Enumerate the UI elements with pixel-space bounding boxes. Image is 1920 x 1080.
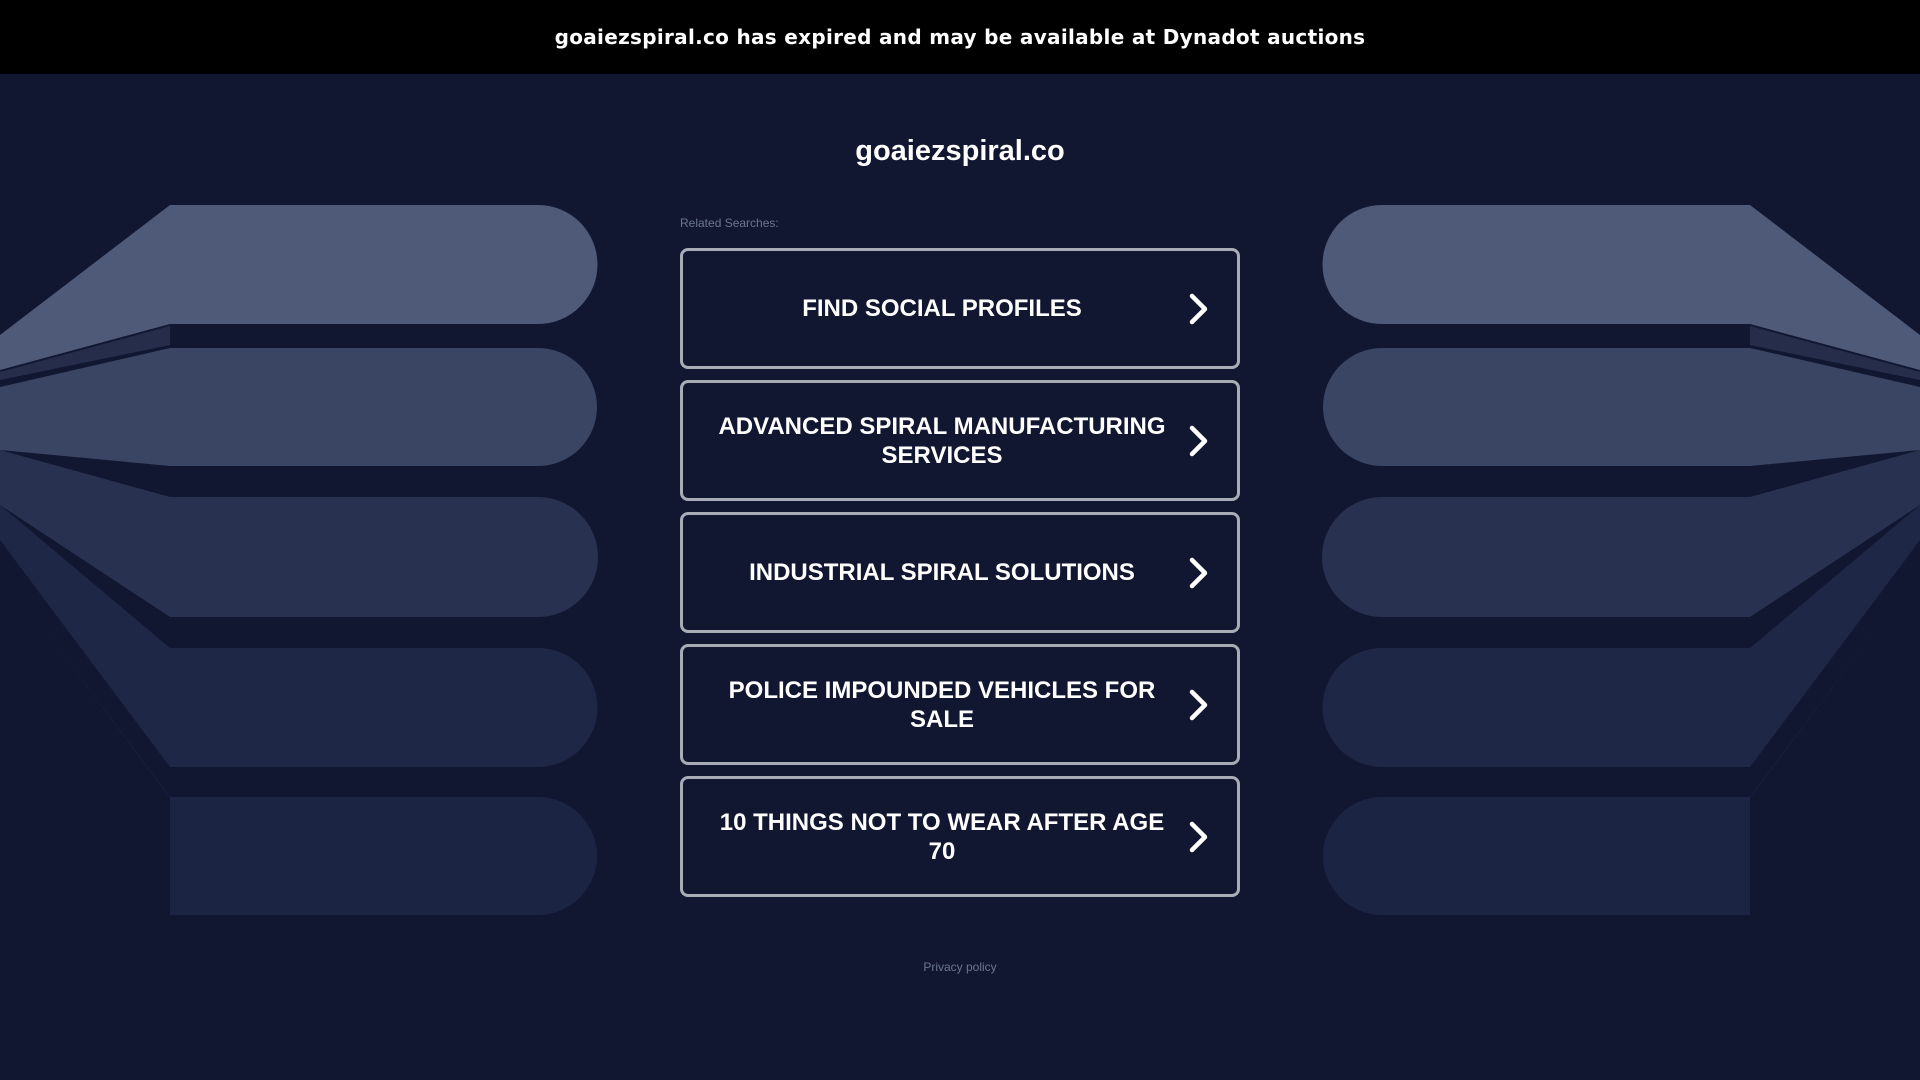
related-searches-list — [680, 248, 1240, 908]
banner-text: goaiezspiral.co has expired and may be available at Dynadot auctions — [554, 25, 1366, 49]
related-search-police-impounded-vehicles[interactable] — [680, 644, 1240, 765]
related-search-label: POLICE IMPOUNDED VEHICLES FOR SALE — [728, 676, 1156, 733]
right-decoration — [1322, 205, 1920, 915]
related-search-label: FIND SOCIAL PROFILES — [802, 295, 1082, 322]
chevron-right-icon — [1187, 820, 1211, 854]
chevron-right-icon — [1187, 556, 1211, 590]
left-decoration — [0, 205, 598, 915]
deco-shape-row-1 — [1323, 205, 1920, 370]
related-searches-label: Related Searches: — [680, 216, 779, 230]
related-search-10-things-not-to-wear[interactable] — [680, 776, 1240, 897]
footer — [0, 960, 1920, 974]
deco-shape-row-1 — [0, 205, 598, 370]
related-search-label: ADVANCED SPIRAL MANUFACTURING SERVICES — [718, 412, 1166, 469]
expired-domain-banner[interactable] — [0, 0, 1920, 74]
domain-title: goaiezspiral.co — [855, 135, 1065, 167]
chevron-right-icon — [1187, 688, 1211, 722]
related-search-label: INDUSTRIAL SPIRAL SOLUTIONS — [749, 559, 1135, 586]
related-search-label: 10 THINGS NOT TO WEAR AFTER AGE 70 — [719, 808, 1165, 865]
related-search-industrial-spiral-solutions[interactable] — [680, 512, 1240, 633]
chevron-right-icon — [1187, 424, 1211, 458]
chevron-right-icon — [1187, 292, 1211, 326]
related-search-advanced-spiral-manufacturing[interactable] — [680, 380, 1240, 501]
privacy-policy-link[interactable]: Privacy policy — [923, 960, 997, 974]
deco-shape-row-2 — [0, 348, 597, 466]
related-search-find-social-profiles[interactable] — [680, 248, 1240, 369]
deco-shape-row-2 — [1323, 348, 1920, 466]
